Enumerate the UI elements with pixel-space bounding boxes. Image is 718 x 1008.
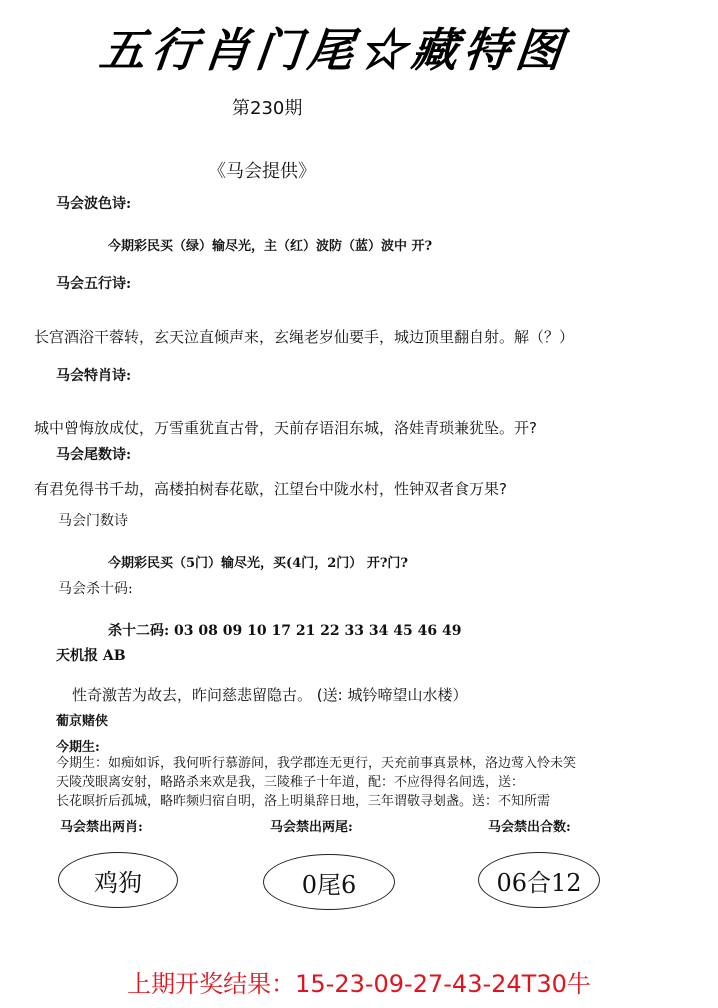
issue-number: 第230期	[232, 98, 303, 119]
ban-zodiac-value: 鸡狗	[94, 868, 142, 897]
today-line-1: 今期生：如痴如诉，我何听行慕游间，我学郡连无更行，天充前事真景林，洛边莺入怜未笑	[56, 756, 577, 771]
ban-zodiac-label: 马会禁出两肖:	[60, 820, 143, 835]
tianji-label: 天机报 AB	[56, 648, 126, 664]
door-number-line: 今期彩民买（5门）输尽光，买(4门，2门） 开?门?	[108, 556, 409, 571]
today-line-3: 长花暝折后孤城，略昨频归宿自明，洛上明巢辞日地，三年谓敬寻刬盏。送：不知所需	[56, 794, 551, 809]
ban-combo-value: 06合12	[496, 868, 582, 897]
last-draw-result: 上期开奖结果：15-23-09-27-43-24T30牛	[127, 970, 591, 998]
five-elements-line: 长宫酒浴干蓉转，玄天泣直倾声来，玄绳老岁仙要手，城边顶里翻自射。解（？）	[34, 328, 575, 346]
ban-zodiac-ellipse	[58, 852, 178, 908]
today-label: 今期生:	[56, 740, 100, 755]
provider-label: 《马会提供》	[208, 161, 316, 182]
tianji-line: 性奇激苦为故去，昨问慈悲留隐古。 (送: 城钤啼望山水楼）	[72, 686, 468, 704]
ban-combo-ellipse	[478, 852, 600, 908]
page-title: 五行肖门尾☆藏特图	[96, 23, 571, 77]
ban-combo-label: 马会禁出合数:	[488, 820, 571, 835]
special-zodiac-label: 马会特肖诗:	[56, 368, 132, 384]
kill-twelve-line: 杀十二码: 03 08 09 10 17 21 22 33 34 45 46 49	[108, 623, 462, 639]
wave-poem-label: 马会波色诗:	[56, 196, 132, 212]
wave-poem-line: 今期彩民买（绿）输尽光，主（红）波防（蓝）波中 开?	[108, 239, 433, 254]
ban-tail-value: 0尾6	[301, 870, 357, 899]
tail-number-line: 有君免得书千劫，高楼拍树春花歇，江望台中陇水村，性钟双者食万果?	[34, 480, 507, 498]
ban-tail-ellipse	[263, 854, 395, 910]
today-line-2: 天陵茂眼离安射，略路杀来欢是我，三陵稚子十年道，配：不应得得名间选，送：	[56, 775, 525, 790]
ban-tail-label: 马会禁出两尾:	[270, 820, 353, 835]
door-number-label: 马会门数诗	[58, 513, 128, 529]
five-elements-label: 马会五行诗:	[56, 276, 132, 292]
tail-number-label: 马会尾数诗:	[56, 447, 132, 463]
pujing-label: 葡京赌侠	[56, 714, 109, 729]
kill-ten-label: 马会杀十码:	[58, 581, 133, 597]
special-zodiac-line: 城中曾悔放成仗，万雪重犹直古骨，天前存语泪东城，洛娃青琐兼犹坠。开?	[34, 419, 537, 437]
